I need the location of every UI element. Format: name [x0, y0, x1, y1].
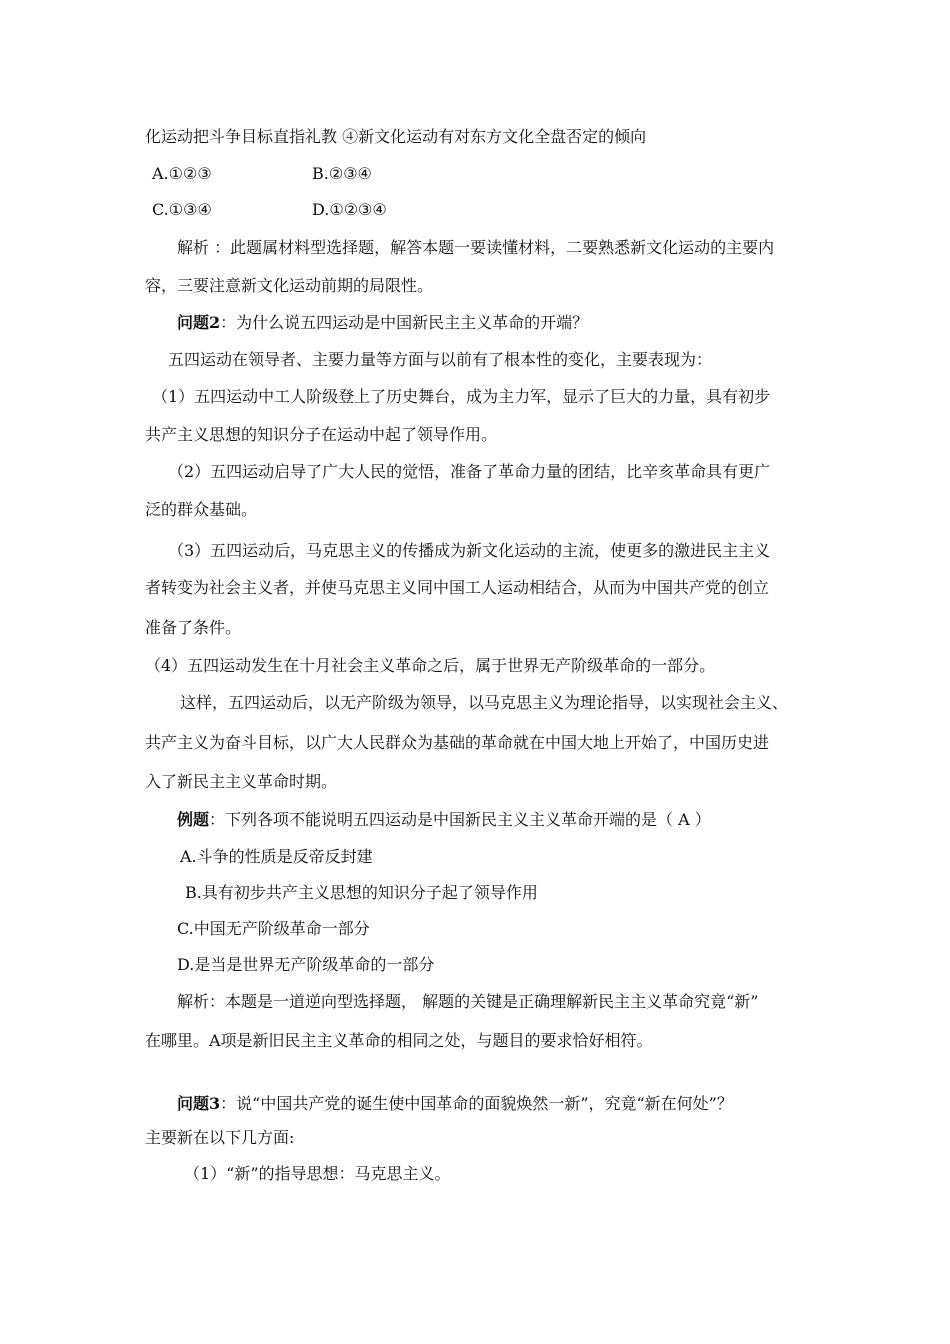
example-option-d: D.是当是世界无产阶级革命的一部分: [177, 955, 435, 974]
text-line: 这样，五四运动后，以无产阶级为领导，以马克思主义为理论指导，以实现社会主义、: [180, 693, 789, 712]
text-line: 入了新民主主义革命时期。: [145, 772, 338, 791]
text-line: 在哪里。A项是新旧民主主义革命的相同之处，与题目的要求恰好相符。: [145, 1031, 653, 1050]
example-question: [177, 810, 711, 830]
example-option-b: B.具有初步共产主义思想的知识分子起了领导作用: [185, 883, 538, 902]
text-line: 五四运动在领导者、主要力量等方面与以前有了根本性的变化，主要表现为：: [168, 350, 713, 369]
question-3: [177, 1094, 733, 1114]
text-line: 主要新在以下几方面:: [145, 1128, 295, 1147]
text-line: 容，三要注意新文化运动前期的局限性。: [145, 276, 434, 295]
option-a: A.①②③: [152, 164, 212, 183]
text-line: 者转变为社会主义者，并使马克思主义同中国工人运动相结合，从而为中国共产党的创立: [145, 578, 770, 597]
text-line: （3）五四运动后，马克思主义的传播成为新文化运动的主流，使更多的激进民主主义: [168, 541, 771, 560]
text-line: 化运动把斗争目标直指礼教 ④新文化运动有对东方文化全盘否定的倾向: [145, 127, 647, 146]
question-2-label: 问题2: [177, 313, 221, 332]
text-line: （4）五四运动发生在十月社会主义革命之后，属于世界无产阶级革命的一部分。: [145, 656, 716, 675]
text-line: 共产主义思想的知识分子在运动中起了领导作用。: [145, 425, 498, 444]
question-2: [177, 313, 588, 333]
text-line: 共产主义为奋斗目标，以广大人民群众为基础的革命就在中国大地上开始了，中国历史进: [145, 733, 770, 752]
text-line: （1）五四运动中工人阶级登上了历史舞台，成为主力军，显示了巨大的力量，具有初步: [152, 387, 771, 406]
example-label: 例题: [177, 810, 210, 829]
question-2-text: ：为什么说五四运动是中国新民主主义革命的开端？: [220, 313, 589, 332]
text-line: 准备了条件。: [145, 618, 242, 637]
text-line: 泛的群众基础。: [145, 500, 258, 519]
option-c: C.①③④: [152, 200, 212, 219]
analysis-line: 解析 ：此题属材料型选择题，解答本题一要读懂材料，二要熟悉新文化运动的主要内: [177, 238, 775, 257]
question-3-text: ：说“中国共产党的诞生使中国革命的面貌焕然一新”，究竟“新在何处”？: [220, 1094, 733, 1113]
text-line: （1）“新”的指导思想：马克思主义。: [184, 1164, 451, 1183]
question-3-label: 问题3: [177, 1094, 221, 1113]
example-text: ：下列各项不能说明五四运动是中国新民主义主义革命开端的是（ A ）: [209, 810, 711, 829]
option-d: D.①②③④: [312, 200, 387, 219]
example-option-c: C.中国无产阶级革命一部分: [177, 919, 370, 938]
option-b: B.②③④: [312, 164, 372, 183]
example-option-a: A.斗争的性质是反帝反封建: [180, 847, 373, 866]
text-line: （2）五四运动启导了广大人民的觉悟，准备了革命力量的团结，比辛亥革命具有更广: [168, 462, 771, 481]
analysis-line: 解析：本题是一道逆向型选择题， 解题的关键是正确理解新民主主义革命究竟“新”: [177, 992, 759, 1011]
